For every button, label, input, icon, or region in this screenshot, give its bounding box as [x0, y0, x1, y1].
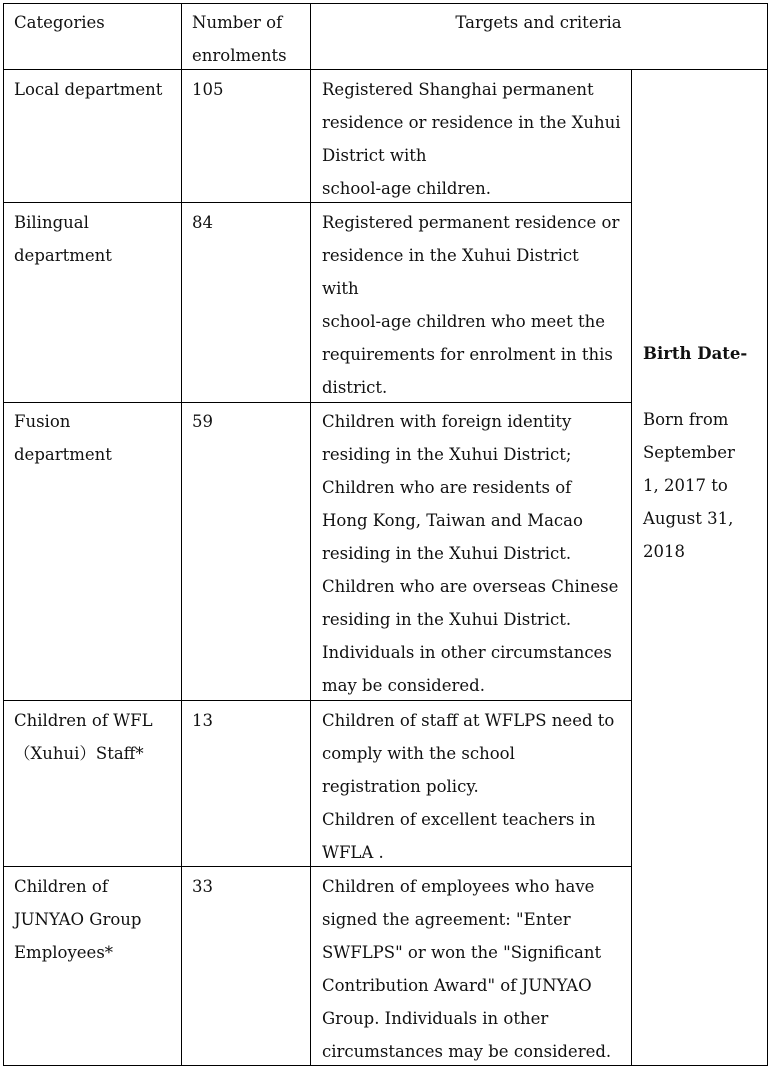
birth-date-line: 2018 — [643, 542, 685, 561]
birth-date-line: August 31, — [643, 509, 734, 528]
column-divider — [310, 3, 311, 1066]
header-enrolments — [192, 6, 287, 72]
criteria-line: may be considered. — [322, 676, 485, 695]
criteria-line: WFLA . — [322, 843, 384, 862]
criteria-line: residing in the Xuhui District. — [322, 610, 572, 629]
category-line: Local department — [14, 80, 163, 99]
criteria-line: Children with foreign identity — [322, 412, 572, 431]
category-line: Children of — [14, 877, 108, 896]
column-divider — [181, 3, 182, 1066]
criteria-line: Children of employees who have — [322, 877, 595, 896]
header-enrolments-line: enrolments — [192, 46, 287, 65]
row-bilingual-number — [192, 206, 213, 239]
row-local-category — [14, 73, 162, 106]
criteria-line: Group. Individuals in other — [322, 1009, 549, 1028]
row-junyao-category — [14, 870, 141, 969]
row-junyao-number — [192, 870, 213, 903]
criteria-line: Registered permanent residence or — [322, 213, 620, 232]
criteria-line: residence in the Xuhui District — [322, 246, 579, 265]
header-categories — [14, 6, 105, 39]
criteria-line: with — [322, 279, 359, 298]
criteria-line: residence or residence in the Xuhui — [322, 113, 621, 132]
enrolment-count: 59 — [192, 412, 213, 431]
row-junyao-criteria — [322, 870, 611, 1068]
header-divider — [3, 69, 768, 70]
birth-date-cell — [643, 337, 747, 568]
birth-date-title: Birth Date- — [643, 344, 748, 363]
row-fusion-criteria — [322, 405, 618, 702]
criteria-line: registration policy. — [322, 777, 479, 796]
category-line: Employees* — [14, 943, 114, 962]
criteria-line: residing in the Xuhui District; — [322, 445, 572, 464]
enrolment-count: 13 — [192, 711, 213, 730]
category-line: department — [14, 445, 112, 464]
birth-date-line: Born from — [643, 410, 729, 429]
row-wfl-staff-category — [14, 704, 153, 770]
table-border-right — [767, 3, 768, 1066]
criteria-line: Children of staff at WFLPS need to — [322, 711, 615, 730]
criteria-line: Children who are residents of — [322, 478, 572, 497]
criteria-line: residing in the Xuhui District. — [322, 544, 572, 563]
row-local-number — [192, 73, 224, 106]
criteria-line: circumstances may be considered. — [322, 1042, 612, 1061]
birth-date-spacer — [643, 370, 747, 403]
criteria-line: requirements for enrolment in this — [322, 345, 613, 364]
category-line: （Xuhui）Staff* — [14, 744, 144, 763]
criteria-line: SWFLPS" or won the "Significant — [322, 943, 602, 962]
criteria-line: Registered Shanghai permanent — [322, 80, 594, 99]
criteria-line: Individuals in other circumstances — [322, 643, 612, 662]
row-local-criteria — [322, 73, 621, 205]
category-line: Bilingual — [14, 213, 89, 232]
table-border-left — [3, 3, 4, 1066]
row-bilingual-category — [14, 206, 112, 272]
criteria-line: school-age children who meet the — [322, 312, 605, 331]
enrolment-count: 105 — [192, 80, 224, 99]
header-targets-text: Targets and criteria — [455, 13, 622, 32]
category-line: JUNYAO Group — [14, 910, 142, 929]
criteria-line: comply with the school — [322, 744, 515, 763]
enrolment-count: 33 — [192, 877, 213, 896]
criteria-line: Children of excellent teachers in — [322, 810, 596, 829]
category-line: department — [14, 246, 112, 265]
row-fusion-number — [192, 405, 213, 438]
criteria-line: school-age children. — [322, 179, 491, 198]
birth-date-line: September — [643, 443, 735, 462]
row-wfl-staff-number — [192, 704, 213, 737]
table-border-top — [3, 3, 768, 4]
enrolment-count: 84 — [192, 213, 213, 232]
header-enrolments-line: Number of — [192, 13, 283, 32]
criteria-line: Children who are overseas Chinese — [322, 577, 619, 596]
row-wfl-staff-criteria — [322, 704, 614, 869]
criteria-line: Hong Kong, Taiwan and Macao — [322, 511, 583, 530]
category-line: Children of WFL — [14, 711, 153, 730]
column-divider — [631, 69, 632, 1066]
category-line: Fusion — [14, 412, 71, 431]
criteria-line: District with — [322, 146, 427, 165]
header-targets — [310, 6, 767, 39]
header-categories-text: Categories — [14, 13, 105, 32]
criteria-line: signed the agreement: "Enter — [322, 910, 571, 929]
birth-date-line: 1, 2017 to — [643, 476, 728, 495]
row-fusion-category — [14, 405, 112, 471]
row-bilingual-criteria — [322, 206, 619, 404]
criteria-line: Contribution Award" of JUNYAO — [322, 976, 592, 995]
criteria-line: district. — [322, 378, 388, 397]
